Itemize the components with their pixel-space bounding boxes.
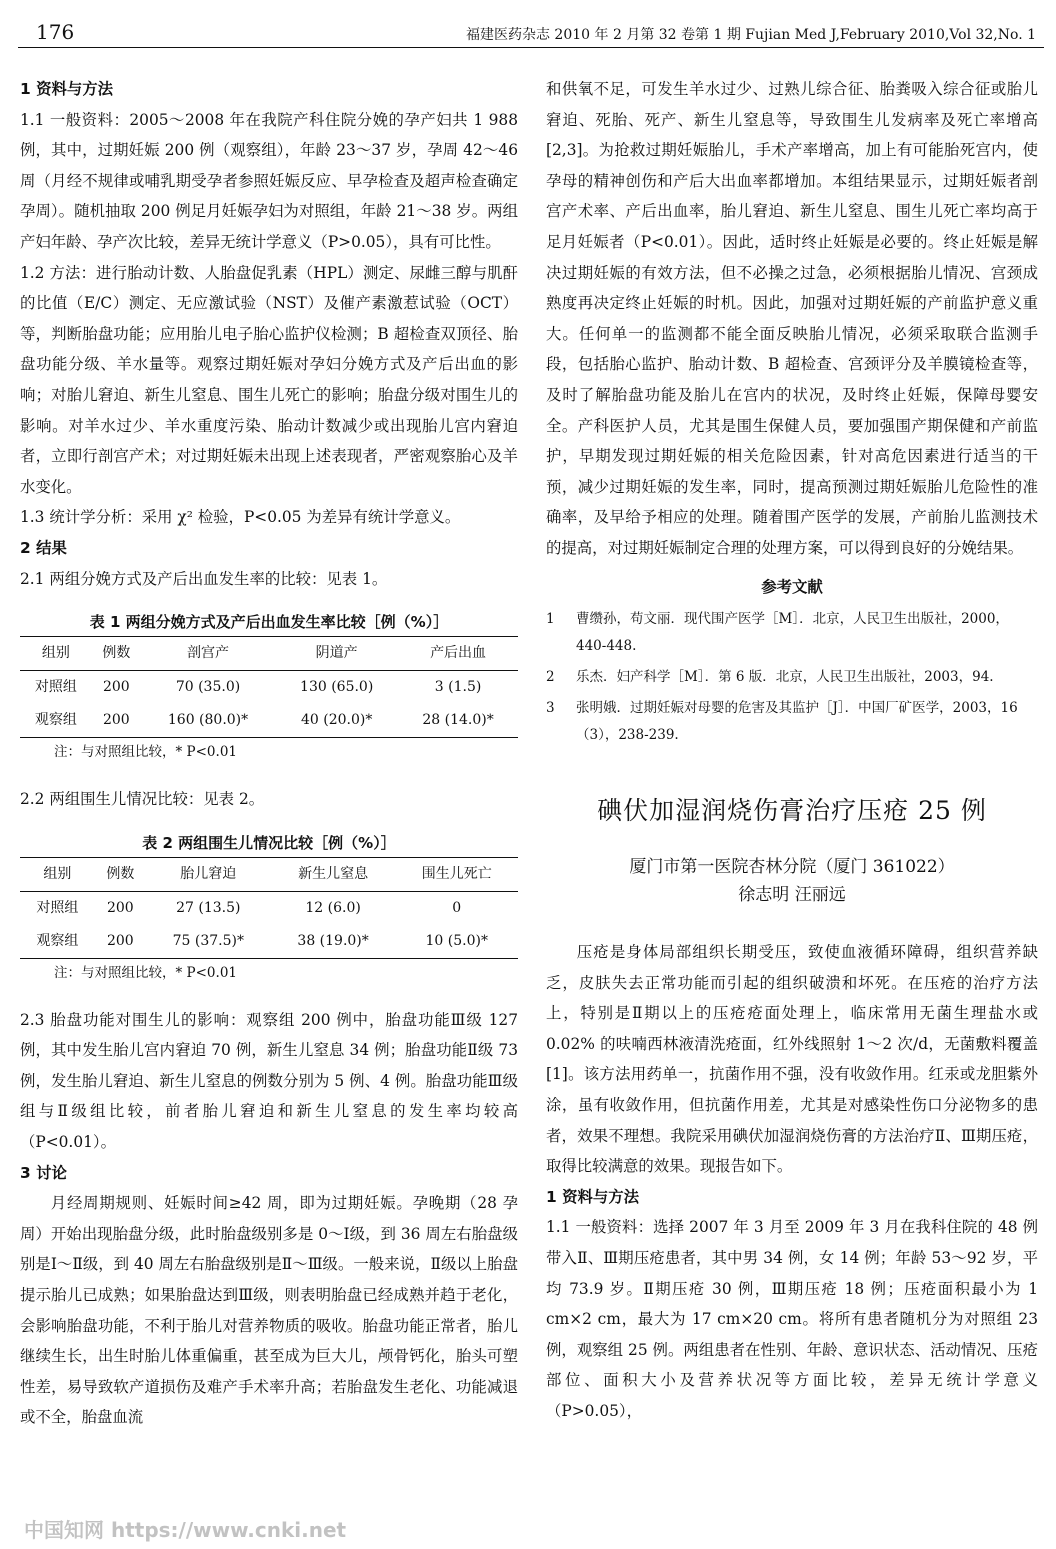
table-header-cell: 组别 [20,857,95,891]
paragraph-discussion-continued: 和供氧不足，可发生羊水过少、过熟儿综合征、胎粪吸入综合征或胎儿窘迫、死胎、死产、新生儿窒息等，导致围生儿发病率及死亡率增高[2,3]。为抢救过期妊娠胎儿，手术产率增高，加上有可能胎死宫内，使孕母的精神创伤和产后大出血率都增加。本组结果显示，过期妊娠者剖宫产术率、产后出血率，胎儿窘迫、新生儿窒息、围生儿死亡率均高于足月妊娠者（P<0.01）。因此，适时终止妊娠是必要的。终止妊娠是解决过期妊娠的有效方法，但不必操之过急，必须根据胎儿情况、宫颈成熟度再决定终止妊娠的时机。因此，加强对过期妊娠的产前监护意义重大。任何单一的监测都不能全面反映胎儿情况，必须采取联合监测手段，包括胎心监护、胎动计数、B 超检查、宫颈评分及羊膜镜检查等，及时了解胎盘功能及胎儿在宫内的状况，及时终止妊娠，保障母婴安全。产科医护人员，尤其是围生保健人员，要加强围产期保健和产前监护，早期发现过期妊娠的相关危险因素，针对高危因素进行适当的干预，减少过期妊娠的发生率，同时，提高预测过期妊娠胎儿危险性的准确率，及早给予相应的处理。随着围产医学的发展，产前胎儿监测技术的提高，对过期妊娠制定合理的处理方案，可以得到良好的分娩结果。 [546,80,1038,557]
paragraph-article-intro: 压疮是身体局部组织长期受压，致使血液循环障碍，组织营养缺乏，皮肤失去正常功能而引起的组织破溃和坏死。在压疮的治疗方法上，特别是Ⅱ期以上的压疮疮面处理上，临床常用无菌生理盐水或 0.02% 的呋喃西林液清洗疮面，红外线照射 1～2 次/d，无菌敷料覆盖[1]。该方法用药单一，抗菌作用不强，没有收敛作用。红汞或龙胆紫外涂，虽有收敛作用，但抗菌作用差，尤其是对感染性伤口分泌物多的患者，效果不理想。我院采用碘伏加湿润烧伤膏的方法治疗Ⅱ、Ⅲ期压疮，取得比较满意的效果。现报告如下。 [546,943,1038,1176]
paragraph-result-2-3: 2.3 胎盘功能对围生儿的影响：观察组 200 例中，胎盘功能Ⅲ级 127 例，其中发生胎儿宫内窘迫 70 例，新生儿窒息 34 例；胎盘功能Ⅱ级 73 例，发生胎儿窘迫、新生儿窒息的例数分别为 5 例、4 例。胎盘功能Ⅲ级组与Ⅱ级组比较，前者胎儿窘迫和新生儿窒息的发生率均较高（P<0.01）。 [20,1010,518,1152]
reference-item [546,606,1038,660]
reference-item [546,664,1038,691]
section-heading-discussion: 3 讨论 [20,1163,67,1182]
table-cell: 28 (14.0)* [398,704,518,738]
table-header-row [20,857,518,891]
table-cell: 观察组 [20,704,92,738]
table-header-row [20,637,518,671]
table-header-cell: 剖宫产 [141,637,275,671]
table-cell: 75 (37.5)* [146,925,271,959]
table-cell: 27 (13.5) [176,899,241,916]
reference-text: 曹缵孙，苟文丽．现代围产医学［M］．北京，人民卫生出版社，2000，440-448. [576,611,1009,655]
table-header-cell: 胎儿窘迫 [146,857,271,891]
page-header [0,0,1056,48]
right-column [546,74,1038,1427]
section-heading-methods: 1 资料与方法 [20,80,114,98]
table2 [20,857,518,959]
table-cell: 观察组 [20,925,95,959]
table2-caption: 表 2 两组围生儿情况比较［例（%）］ [142,833,396,852]
table-cell: 160 (80.0)* [141,704,275,738]
table-row [20,671,518,705]
table-header-cell: 组别 [20,637,92,671]
table-header-cell: 例数 [95,857,146,891]
table-cell: 70 (35.0) [175,679,241,696]
references-heading: 参考文献 [761,577,823,596]
table-cell: 200 [92,704,141,738]
table-cell: 200 [95,925,146,959]
table-row [20,891,518,925]
table-header-cell: 产后出血 [398,637,518,671]
section-heading-results: 2 结果 [20,538,67,557]
table-cell: 200 [106,899,134,916]
table-header-cell: 阴道产 [275,637,398,671]
table-header-cell: 围生儿死亡 [396,857,519,891]
paragraph-methods: 1.2 方法：进行胎动计数、人胎盘促乳素（HPL）测定、尿雌三醇与肌酐的比值（E/C）测定、无应激试验（NST）及催产素激惹试验（OCT）等，判断胎盘功能；应用胎儿电子胎心监护仪检测；B 超检查双顶径、胎盘功能分级、羊水量等。观察过期妊娠对孕妇分娩方式及产后出血的影响；对胎儿窘迫、新生儿窒息、围生儿死亡的影响；胎盘分级对围生儿的影响。对羊水过少、羊水重度污染、胎动计数减少或出现胎儿宫内窘迫者，立即行剖宫产术；对过期妊娠未出现上述表现者，严密观察胎心及羊水变化。 [20,263,518,496]
table-cell: 130 (65.0) [300,679,374,696]
paragraph-result-2-1: 2.1 两组分娩方式及产后出血发生率的比较：见表 1。 [20,569,388,588]
table-cell: 200 [102,679,130,696]
paragraph-result-2-2: 2.2 两组围生儿情况比较：见表 2。 [20,790,265,809]
table2-note: 注：与对照组比较，* P<0.01 [54,964,237,981]
paragraph-statistics: 1.3 统计学分析：采用 χ² 检验，P<0.05 为差异有统计学意义。 [20,508,461,527]
table-header-cell: 新生儿窒息 [271,857,396,891]
paragraph-general-data: 1.1 一般资料：2005～2008 年在我院产科住院分娩的孕产妇共 1 988 例，其中，过期妊娠 200 例（观察组），年龄 23～37 岁，孕周 42～46 周（月经不规律或哺乳期受孕者参照妊娠反应、早孕检查及超声检查确定孕周）。随机抽取 200 例足月妊娠孕妇为对照组，年龄 21～38 岁。两组产妇年龄、孕产次比较，差异无统计学意义（P>0.05），具有可比性。 [20,110,518,251]
article-authors: 徐志明 汪丽远 [738,885,846,906]
table-cell: 12 (6.0) [305,899,361,916]
table-cell: 38 (19.0)* [271,925,396,959]
page-number: 176 [36,20,75,44]
reference-number: 3 [546,700,555,717]
reference-text: 张明娥．过期妊娠对母婴的危害及其监护［J］．中国厂矿医学，2003，16（3），238-239. [576,700,1018,744]
reference-text: 乐杰．妇产科学［M］．第 6 版．北京，人民卫生出版社，2003，94. [576,669,994,686]
table-cell: 3 (1.5) [434,679,482,696]
paragraph-general-data-2: 1.1 一般资料：选择 2007 年 3 月至 2009 年 3 月在我科住院的 48 例带入Ⅱ、Ⅲ期压疮患者，其中男 34 例，女 14 例；年龄 53～92 岁，平均 73.9 岁。Ⅱ期压疮 30 例，Ⅲ期压疮 18 例；压疮面积最小为 1 cm×2 cm，最大为 17 cm×20 cm。将所有患者随机分为对照组 23 例，观察组 25 例。两组患者在性别、年龄、意识状态、活动情况、压疮部位、面积大小及营养状况等方面比较，差异无统计学意义（P>0.05）， [546,1218,1038,1420]
table-cell: 对照组 [36,899,79,916]
paragraph-discussion: 月经周期规则、妊娠时间≥42 周，即为过期妊娠。孕晚期（28 孕周）开始出现胎盘分级，此时胎盘级别多是 0～Ⅰ级，到 36 周左右胎盘级别是Ⅰ～Ⅱ级，到 40 周左右胎盘级别是Ⅱ～Ⅲ级。一般来说，Ⅱ级以上胎盘提示胎儿已成熟；如果胎盘达到Ⅲ级，则表明胎盘已经成熟并趋于老化，会影响胎盘功能，不利于胎儿对营养物质的吸收。胎盘功能正常者，胎儿继续生长，出生时胎儿体重偏重，甚至成为巨大儿，颅骨钙化，胎头可塑性差，易导致软产道损伤及难产手术率升高；若胎盘发生老化、功能减退或不全，胎盘血流 [20,1194,518,1427]
reference-item [546,695,1038,749]
table-row [20,704,518,738]
reference-number: 2 [546,669,555,686]
table1-note: 注：与对照组比较，* P<0.01 [54,744,237,761]
article-affiliation: 厦门市第一医院杏林分院（厦门 361022） [629,857,955,878]
journal-running-title: 福建医药杂志 2010 年 2 月第 32 卷第 1 期 Fujian Med J,February 2010,Vol 32,No. 1 [465,27,1036,43]
article-title: 碘伏加湿润烧伤膏治疗压疮 25 例 [597,796,987,826]
table1 [20,636,518,738]
section-heading-methods-2: 1 资料与方法 [546,1187,640,1206]
table-row [20,925,518,959]
left-column [20,74,518,1433]
header-rule [18,47,1044,48]
reference-number: 1 [546,611,555,628]
table1-caption: 表 1 两组分娩方式及产后出血发生率比较［例（%）］ [89,613,449,632]
table-cell: 10 (5.0)* [396,925,519,959]
table-cell: 对照组 [34,679,77,696]
table-cell: 40 (20.0)* [275,704,398,738]
watermark: 中国知网 https://www.cnki.net [24,1518,347,1542]
table-cell: 0 [452,899,462,916]
table-header-cell: 例数 [92,637,141,671]
